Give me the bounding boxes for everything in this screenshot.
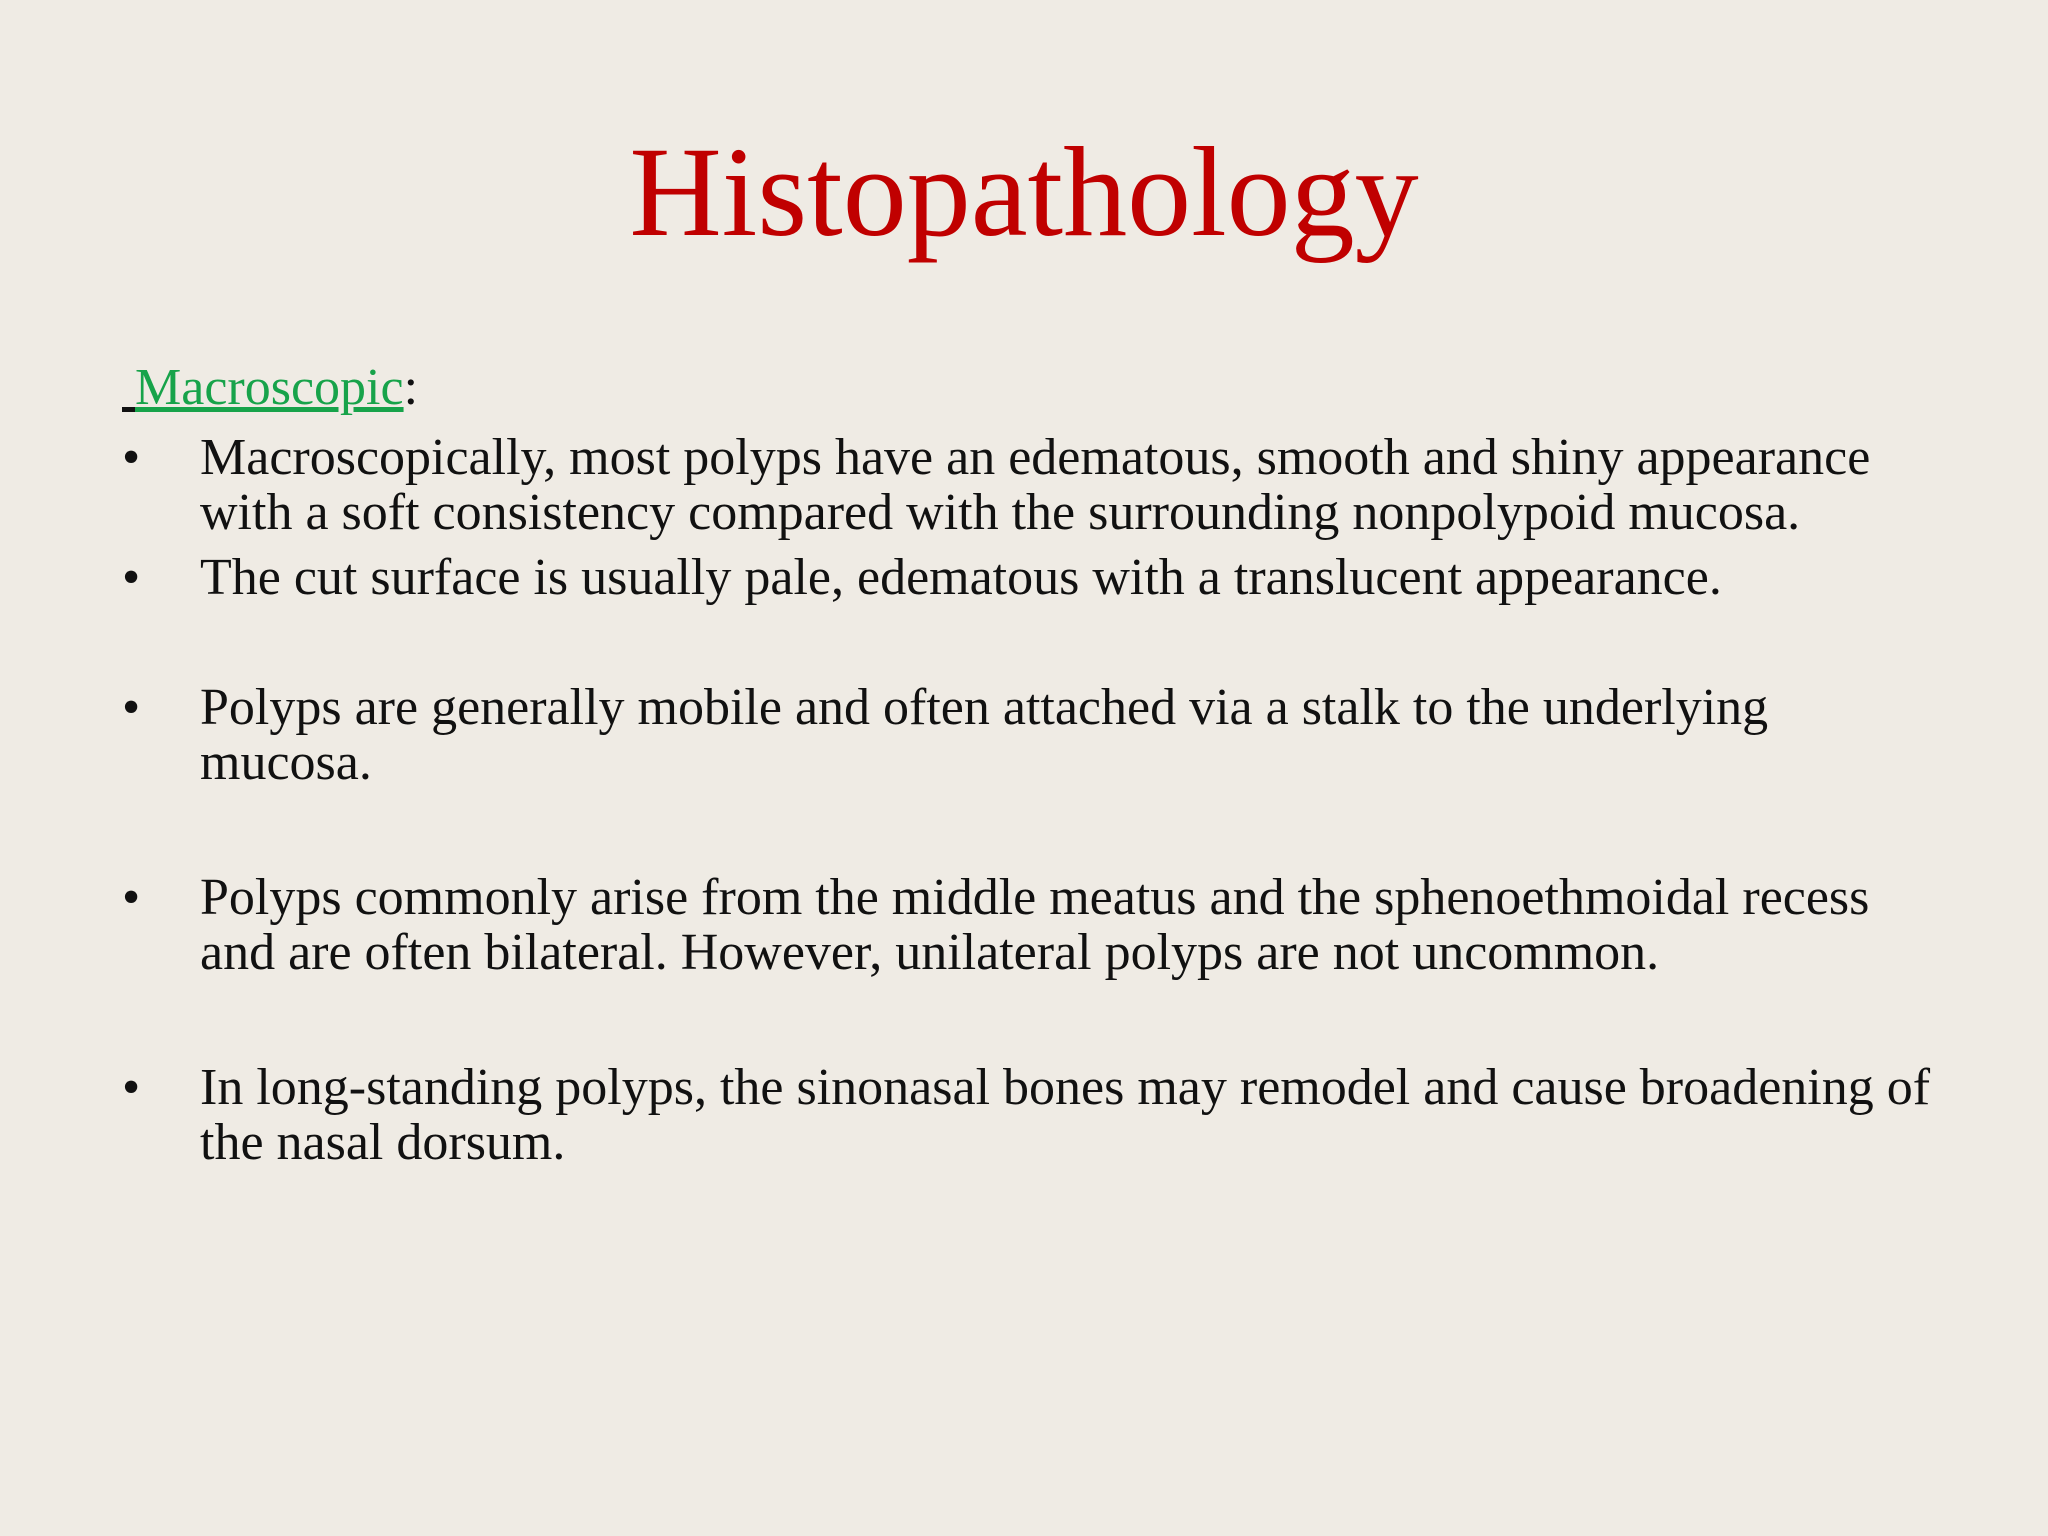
bullet-text: Polyps are generally mobile and often attached via a stalk to the underlying mucosa. — [200, 679, 1769, 791]
bullet-icon: • — [122, 679, 141, 736]
bullet-item — [122, 680, 1942, 790]
bullet-item — [122, 870, 1942, 980]
bullet-text: The cut surface is usually pale, edematous with a translucent appearance. — [200, 549, 1722, 606]
bullet-item — [122, 430, 1942, 540]
slide-title: Histopathology — [629, 121, 1419, 263]
section-heading-colon: : — [403, 359, 419, 416]
bullet-text: Macroscopically, most polyps have an edematous, smooth and shiny appearance with a soft consistency compared with the surrounding nonpolypoid mucosa. — [200, 429, 1871, 541]
bullet-icon: • — [122, 1059, 141, 1116]
bullet-item — [122, 550, 1942, 605]
bullet-icon: • — [122, 869, 141, 926]
bullet-text: Polyps commonly arise from the middle meatus and the sphenoethmoidal recess and are often bilateral. However, unilateral polyps are not uncommon. — [200, 869, 1870, 981]
section-heading — [122, 359, 419, 416]
bullet-icon: • — [122, 549, 141, 606]
bullet-text: In long-standing polyps, the sinonasal bones may remodel and cause broadening of the nasal dorsum. — [200, 1059, 1931, 1171]
bullet-icon: • — [122, 429, 141, 486]
bullet-item — [122, 1060, 1942, 1170]
section-heading-label: Macroscopic — [135, 359, 404, 416]
bullet-list — [122, 430, 1942, 1170]
